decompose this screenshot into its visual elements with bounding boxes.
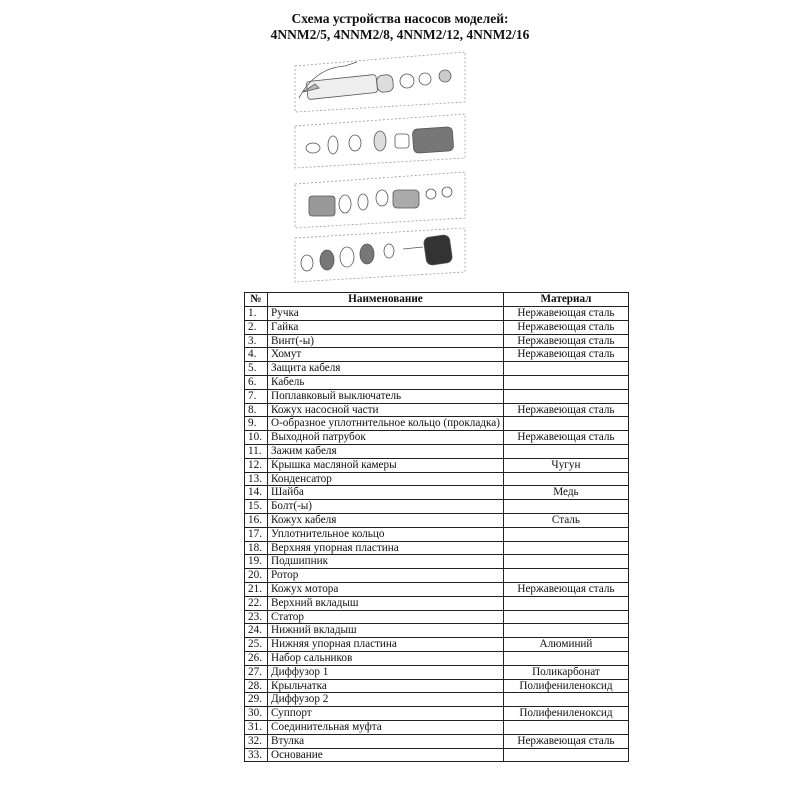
part-number-cell: 32.: [245, 734, 268, 748]
part-number-cell: 20.: [245, 569, 268, 583]
table-row: [245, 665, 629, 679]
part-material-cell: [503, 472, 628, 486]
exploded-pump-diagram: [285, 48, 475, 288]
part-material-cell: Поликарбонат: [503, 665, 628, 679]
stator-part: [393, 190, 419, 208]
part-name-cell: Кожух мотора: [268, 582, 504, 596]
part-number-cell: 25.: [245, 638, 268, 652]
part-number-cell: 7.: [245, 389, 268, 403]
part-number-cell: 2.: [245, 320, 268, 334]
table-row: [245, 334, 629, 348]
diagram-part: [306, 143, 320, 153]
table-row: [245, 582, 629, 596]
table-row: [245, 513, 629, 527]
part-number-cell: 27.: [245, 665, 268, 679]
table-row: [245, 375, 629, 389]
outlet-part: [376, 74, 394, 93]
diagram-part: [400, 74, 414, 88]
diagram-part: [301, 255, 313, 271]
part-material-cell: [503, 624, 628, 638]
table-row: [245, 348, 629, 362]
part-number-cell: 24.: [245, 624, 268, 638]
diagram-part: [320, 250, 334, 270]
column-header-material: Материал: [503, 293, 628, 307]
part-material-cell: [503, 610, 628, 624]
part-name-cell: Нижняя упорная пластина: [268, 638, 504, 652]
part-material-cell: Чугун: [503, 458, 628, 472]
table-row: [245, 748, 629, 762]
part-material-cell: [503, 748, 628, 762]
part-number-cell: 28.: [245, 679, 268, 693]
diagram-part: [395, 134, 409, 148]
part-number-cell: 26.: [245, 651, 268, 665]
part-number-cell: 13.: [245, 472, 268, 486]
part-material-cell: [503, 693, 628, 707]
part-number-cell: 15.: [245, 500, 268, 514]
part-number-cell: 17.: [245, 527, 268, 541]
part-name-cell: Винт(-ы): [268, 334, 504, 348]
part-name-cell: Набор сальников: [268, 651, 504, 665]
diagram-part: [339, 195, 351, 213]
part-material-cell: Сталь: [503, 513, 628, 527]
part-name-cell: Верхний вкладыш: [268, 596, 504, 610]
part-number-cell: 30.: [245, 707, 268, 721]
part-name-cell: Зажим кабеля: [268, 444, 504, 458]
part-name-cell: Конденсатор: [268, 472, 504, 486]
table-row: [245, 693, 629, 707]
part-name-cell: Хомут: [268, 348, 504, 362]
diagram-part: [439, 70, 451, 82]
part-name-cell: Статор: [268, 610, 504, 624]
part-number-cell: 22.: [245, 596, 268, 610]
table-row: [245, 624, 629, 638]
part-number-cell: 4.: [245, 348, 268, 362]
part-material-cell: Полифениленоксид: [503, 707, 628, 721]
rotor-part: [309, 196, 335, 216]
model-list-subtitle: 4NNM2/5, 4NNM2/8, 4NNM2/12, 4NNM2/16: [270, 27, 530, 42]
part-name-cell: Кожух насосной части: [268, 403, 504, 417]
column-header-number: №: [245, 293, 268, 307]
table-row: [245, 596, 629, 610]
part-material-cell: [503, 417, 628, 431]
part-name-cell: Кожух кабеля: [268, 513, 504, 527]
part-number-cell: 5.: [245, 362, 268, 376]
part-number-cell: 3.: [245, 334, 268, 348]
table-row: [245, 431, 629, 445]
diagram-part: [349, 135, 361, 151]
part-name-cell: Кабель: [268, 375, 504, 389]
part-material-cell: [503, 555, 628, 569]
column-header-name: Наименование: [268, 293, 504, 307]
part-material-cell: [503, 541, 628, 555]
part-name-cell: Втулка: [268, 734, 504, 748]
part-material-cell: Нержавеющая сталь: [503, 582, 628, 596]
part-name-cell: Поплавковый выключатель: [268, 389, 504, 403]
part-material-cell: [503, 569, 628, 583]
diagram-part: [340, 247, 354, 267]
table-row: [245, 707, 629, 721]
table-row: [245, 307, 629, 321]
table-row: [245, 679, 629, 693]
part-material-cell: Нержавеющая сталь: [503, 431, 628, 445]
part-material-cell: [503, 596, 628, 610]
table-row: [245, 472, 629, 486]
part-number-cell: 16.: [245, 513, 268, 527]
table-row: [245, 403, 629, 417]
table-row: [245, 734, 629, 748]
diagram-part: [384, 244, 394, 258]
part-name-cell: Соединительная муфта: [268, 720, 504, 734]
table-row: [245, 555, 629, 569]
table-header-row: [245, 293, 629, 307]
part-number-cell: 10.: [245, 431, 268, 445]
diagram-part: [426, 189, 436, 199]
table-row: [245, 500, 629, 514]
table-row: [245, 389, 629, 403]
part-material-cell: [503, 527, 628, 541]
page-title: Схема устройства насосов моделей:: [291, 11, 509, 26]
part-material-cell: Нержавеющая сталь: [503, 403, 628, 417]
table-row: [245, 320, 629, 334]
base-part: [423, 234, 453, 265]
parts-table: [244, 292, 629, 762]
table-row: [245, 720, 629, 734]
table-row: [245, 569, 629, 583]
part-material-cell: Алюминий: [503, 638, 628, 652]
part-number-cell: 9.: [245, 417, 268, 431]
table-row: [245, 362, 629, 376]
part-material-cell: Нержавеющая сталь: [503, 348, 628, 362]
part-number-cell: 23.: [245, 610, 268, 624]
part-material-cell: Нержавеющая сталь: [503, 334, 628, 348]
table-row: [245, 610, 629, 624]
part-number-cell: 8.: [245, 403, 268, 417]
part-material-cell: Нержавеющая сталь: [503, 734, 628, 748]
part-material-cell: Нержавеющая сталь: [503, 307, 628, 321]
part-name-cell: О-образное уплотнительное кольцо (прокладка): [268, 417, 504, 431]
table-row: [245, 458, 629, 472]
part-name-cell: Выходной патрубок: [268, 431, 504, 445]
part-number-cell: 21.: [245, 582, 268, 596]
part-number-cell: 6.: [245, 375, 268, 389]
part-name-cell: Болт(-ы): [268, 500, 504, 514]
part-material-cell: [503, 362, 628, 376]
part-number-cell: 18.: [245, 541, 268, 555]
part-name-cell: Верхняя упорная пластина: [268, 541, 504, 555]
part-name-cell: Защита кабеля: [268, 362, 504, 376]
part-name-cell: Нижний вкладыш: [268, 624, 504, 638]
part-name-cell: Ротор: [268, 569, 504, 583]
part-name-cell: Ручка: [268, 307, 504, 321]
diagram-part: [374, 131, 386, 151]
table-row: [245, 417, 629, 431]
capacitor-part: [412, 127, 454, 154]
part-material-cell: Медь: [503, 486, 628, 500]
part-material-cell: Нержавеющая сталь: [503, 320, 628, 334]
part-material-cell: Полифениленоксид: [503, 679, 628, 693]
part-name-cell: Гайка: [268, 320, 504, 334]
table-row: [245, 651, 629, 665]
part-name-cell: Диффузор 2: [268, 693, 504, 707]
table-row: [245, 486, 629, 500]
part-material-cell: [503, 389, 628, 403]
part-number-cell: 29.: [245, 693, 268, 707]
part-name-cell: Подшипник: [268, 555, 504, 569]
part-name-cell: Основание: [268, 748, 504, 762]
part-name-cell: Крышка масляной камеры: [268, 458, 504, 472]
diagram-part: [419, 73, 431, 85]
table-row: [245, 444, 629, 458]
part-name-cell: Суппорт: [268, 707, 504, 721]
diagram-part: [328, 136, 338, 154]
part-name-cell: Уплотнительное кольцо: [268, 527, 504, 541]
part-material-cell: [503, 500, 628, 514]
diagram-part: [376, 190, 388, 206]
part-number-cell: 31.: [245, 720, 268, 734]
part-number-cell: 1.: [245, 307, 268, 321]
part-number-cell: 12.: [245, 458, 268, 472]
part-material-cell: [503, 720, 628, 734]
table-row: [245, 638, 629, 652]
part-material-cell: [503, 444, 628, 458]
part-number-cell: 14.: [245, 486, 268, 500]
table-row: [245, 527, 629, 541]
part-material-cell: [503, 375, 628, 389]
diagram-part: [360, 244, 374, 264]
diagram-part: [358, 194, 368, 210]
part-name-cell: Диффузор 1: [268, 665, 504, 679]
part-number-cell: 19.: [245, 555, 268, 569]
part-material-cell: [503, 651, 628, 665]
table-row: [245, 541, 629, 555]
part-number-cell: 33.: [245, 748, 268, 762]
diagram-part: [442, 187, 452, 197]
part-number-cell: 11.: [245, 444, 268, 458]
part-name-cell: Крыльчатка: [268, 679, 504, 693]
part-name-cell: Шайба: [268, 486, 504, 500]
